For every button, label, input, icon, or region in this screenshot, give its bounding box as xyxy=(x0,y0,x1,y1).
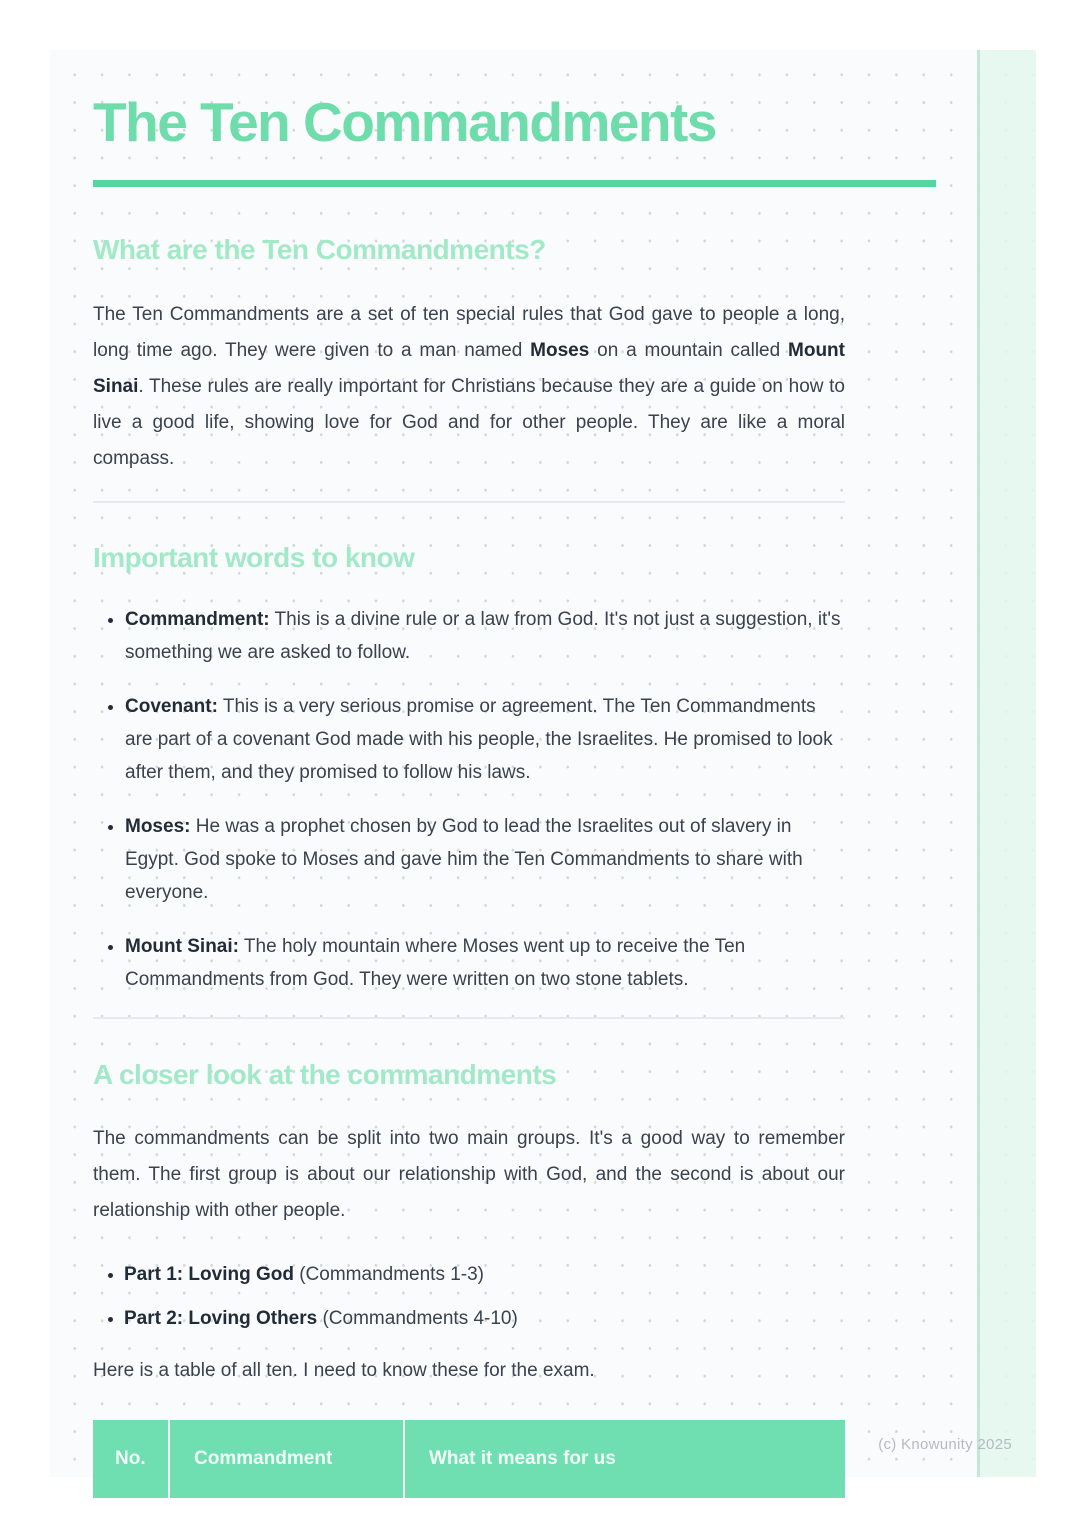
paragraph-text: . These rules are really important for Christians because they are a guide on how to live a good life, showing love for God and for other people. They are like a moral compass. xyxy=(93,375,845,469)
document-content xyxy=(93,92,845,1498)
table-header-no: No. xyxy=(93,1420,169,1498)
part-label: Part 1: Loving God xyxy=(124,1263,294,1285)
intro-paragraph xyxy=(93,297,845,477)
vocab-definition: This is a very serious promise or agreement. The Ten Commandments are part of a covenant God made with his people, the Israelites. He promised to look after them, and they promised to follow his laws. xyxy=(125,695,833,783)
list-item xyxy=(124,603,845,669)
vocab-definition: This is a divine rule or a law from God. It's not just a suggestion, it's something we are asked to follow. xyxy=(125,608,841,663)
section-important-words xyxy=(93,542,845,1019)
bold-term-mount-sinai: Mount Sinai xyxy=(93,339,845,397)
part-label: Part 2: Loving Others xyxy=(124,1307,318,1329)
watermark: (c) Knowunity 2025 xyxy=(878,1436,1012,1453)
table-header-meaning: What it means for us xyxy=(404,1420,845,1498)
list-item xyxy=(124,690,845,789)
list-item xyxy=(124,1306,845,1331)
section-closer-look xyxy=(93,1059,845,1498)
vocab-term: Covenant: xyxy=(125,695,218,717)
section-what-are xyxy=(93,234,845,477)
section-heading: A closer look at the commandments xyxy=(93,1058,557,1090)
table-header-commandment: Commandment xyxy=(169,1420,404,1498)
section-divider xyxy=(93,501,845,503)
closer-paragraph: The commandments can be split into two main groups. It's a good way to remember them. The first group is about our relationship with God, and the second is about our relationship with other people. xyxy=(93,1127,845,1221)
page-title: The Ten Commandments xyxy=(93,91,716,153)
section-heading: Important words to know xyxy=(93,541,415,573)
part-detail: (Commandments 4-10) xyxy=(317,1307,518,1329)
table-header-row xyxy=(93,1420,845,1498)
vocab-term: Mount Sinai: xyxy=(125,935,239,957)
bold-term-moses: Moses xyxy=(530,339,590,361)
list-item xyxy=(124,810,845,909)
parts-list xyxy=(93,1262,845,1331)
vocab-definition: He was a prophet chosen by God to lead the Israelites out of slavery in Egypt. God spoke to Moses and gave him the Ten Commandments to share with everyone. xyxy=(125,815,803,903)
list-item xyxy=(124,1262,845,1287)
list-item xyxy=(124,930,845,996)
section-divider xyxy=(93,1017,845,1019)
side-accent-strip xyxy=(977,50,1036,1477)
section-heading: What are the Ten Commandments? xyxy=(93,233,546,265)
commandments-table xyxy=(93,1420,845,1498)
vocab-term: Moses: xyxy=(125,815,191,837)
vocab-definition: The holy mountain where Moses went up to receive the Ten Commandments from God. They were written on two stone tablets. xyxy=(125,935,746,990)
title-underline xyxy=(93,180,936,187)
vocab-list xyxy=(93,603,845,996)
paragraph-text: on a mountain called xyxy=(589,339,789,361)
paragraph-text: The Ten Commandments are a set of ten special rules that God gave to people a long, long time ago. They were given to a man named xyxy=(93,303,845,361)
table-intro-text: Here is a table of all ten. I need to know these for the exam. xyxy=(93,1359,595,1381)
part-detail: (Commandments 1-3) xyxy=(293,1263,485,1285)
vocab-term: Commandment: xyxy=(125,608,270,630)
